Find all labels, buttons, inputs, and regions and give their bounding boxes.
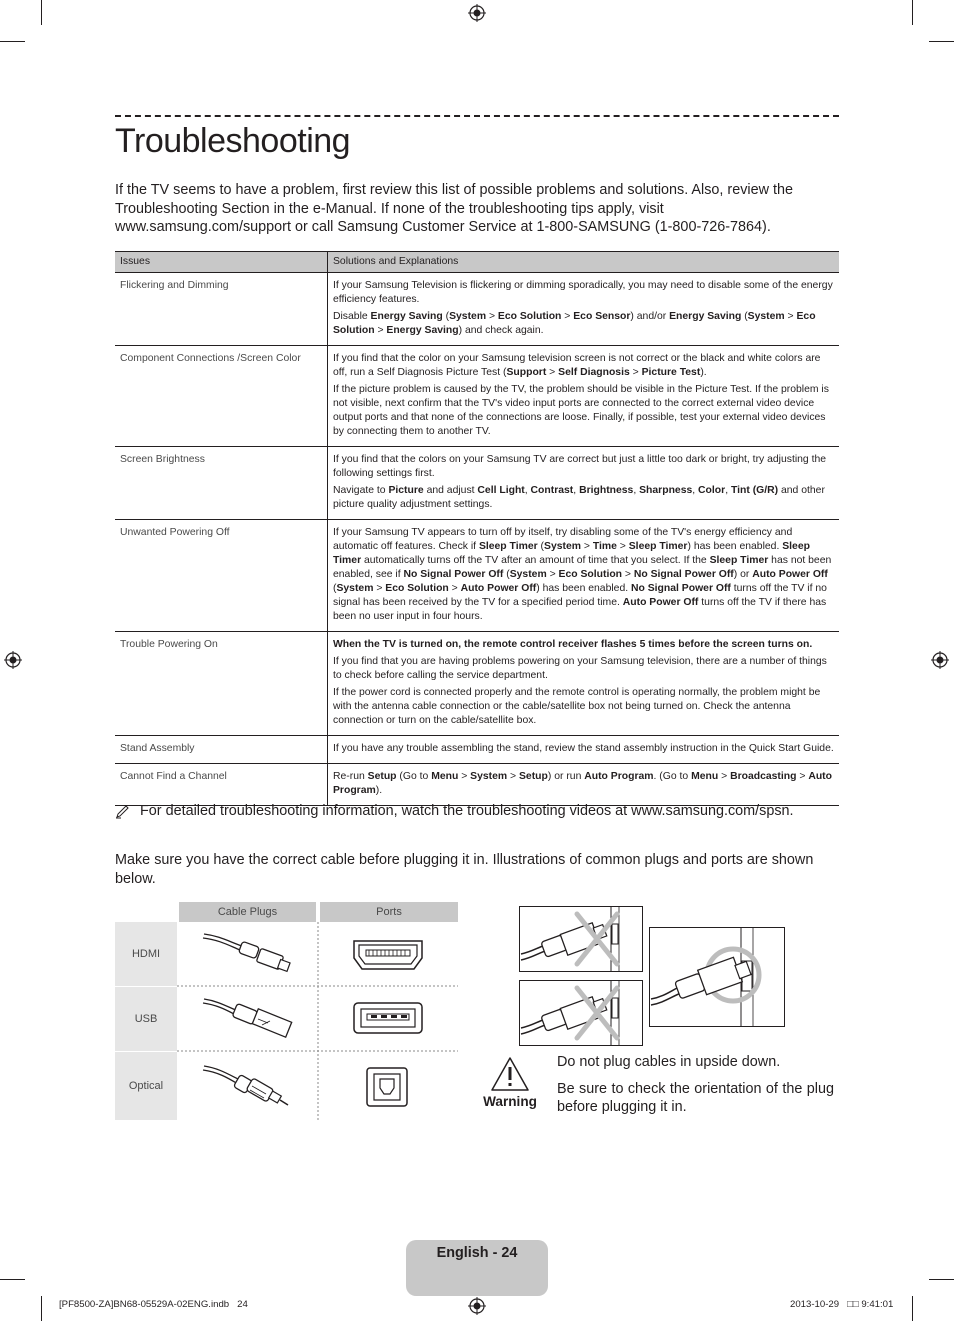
solution-text: > — [458, 771, 471, 782]
crop-mark — [0, 1279, 25, 1280]
solution-paragraph — [333, 655, 834, 683]
table-row — [115, 447, 839, 520]
optical-plug-icon — [200, 1062, 300, 1112]
troubleshooting-video-note — [115, 802, 839, 821]
wrong-orientation-illustration — [519, 906, 643, 972]
intro-paragraph: If the TV seems to have a problem, first review this list of possible problems and solutions. Also, review the Troubleshooting Section in the e-Manual. If none of the troubleshooting tips apply, visit www.samsung.com/support or call Samsung Customer Service at 1-800-SAMSUNG (1-800-726-7864). — [115, 182, 794, 235]
solution-text: ( — [503, 569, 510, 580]
solution-paragraph — [333, 638, 834, 652]
solution-text: ) and/or — [630, 311, 670, 322]
crop-mark — [41, 0, 42, 25]
solution-text: Disable — [333, 311, 371, 322]
solution-text: . (Go to — [653, 771, 692, 782]
solution-text: > — [507, 771, 519, 782]
solution-cell — [328, 273, 840, 346]
issue-cell: Flickering and Dimming — [115, 273, 328, 346]
issue-cell: Stand Assembly — [115, 736, 328, 764]
solution-text: > — [580, 541, 593, 552]
menu-path-term: System — [544, 541, 581, 552]
menu-path-term: Time — [592, 541, 617, 552]
menu-path-term: Color — [698, 485, 726, 496]
crop-mark — [41, 1296, 42, 1321]
page-title: Troubleshooting — [115, 122, 351, 160]
note-text: For detailed troubleshooting information, watch the troubleshooting videos at www.samsung.com/spsn. — [140, 803, 794, 819]
solution-text: ). — [700, 367, 707, 378]
solution-text: ). — [375, 785, 383, 796]
file-slug: [PF8500-ZA]BN68-05529A-02ENG.indb 24 — [59, 1299, 248, 1310]
usb-port-icon — [352, 1000, 424, 1036]
solution-text: > — [546, 367, 559, 378]
menu-path-term: Eco Solution — [497, 311, 562, 322]
solution-paragraph — [333, 526, 834, 624]
menu-path-term: Broadcasting — [730, 771, 797, 782]
crop-mark — [0, 41, 25, 42]
solution-text: If you find that the colors on your Samsung TV are correct but just a little too dark or bright, try adjusting the following settings first. — [333, 454, 827, 479]
solution-text: , — [692, 485, 699, 496]
menu-path-term: Sleep Timer — [333, 541, 810, 566]
hdmi-plug-icon — [200, 930, 300, 980]
solution-cell — [328, 736, 840, 764]
table-header-row — [115, 252, 839, 273]
menu-path-term: Sleep Timer — [628, 541, 688, 552]
row-label-hdmi: HDMI — [115, 922, 177, 986]
solution-text: If you have any trouble assembling the stand, review the stand assembly instruction in the Quick Start Guide. — [333, 743, 834, 754]
cable-instructions: Make sure you have the correct cable before plugging it in. Illustrations of common plugs and ports are shown below. — [115, 852, 814, 887]
solution-text: (Go to — [396, 771, 432, 782]
solution-text: If you find that the color on your Samsung television screen is not correct or the black and white colors are off, run a Self Diagnosis Picture Test ( — [333, 353, 821, 378]
solution-text: > — [784, 311, 797, 322]
menu-path-term: Support — [506, 367, 547, 378]
registration-mark-icon — [468, 4, 486, 22]
wrong-orientation-illustration — [519, 980, 643, 1046]
solution-cell — [328, 346, 840, 447]
issue-cell: Component Connections /Screen Color — [115, 346, 328, 447]
solution-text: turns off the TV if no signal has been received by the TV for a specified period time. — [333, 583, 827, 608]
solution-text: If your Samsung TV appears to turn off by itself, try disabling some of the TV's energy efficiency and automatic off features. Check if — [333, 527, 793, 552]
table-row — [115, 520, 839, 632]
menu-path-term: Sleep Timer — [478, 541, 538, 552]
menu-path-term: System — [336, 583, 374, 594]
menu-path-term: Auto Program — [333, 771, 832, 796]
menu-path-term: System — [509, 569, 547, 580]
menu-path-term: No Signal Power Off — [633, 569, 734, 580]
menu-path-term: Picture Test — [641, 367, 701, 378]
warning-label: Warning — [483, 1094, 537, 1109]
table-row — [115, 736, 839, 764]
page-number: English - 24 — [436, 1245, 518, 1261]
menu-path-term: Eco Sensor — [573, 311, 631, 322]
solution-text: ) has been enabled. — [687, 541, 783, 552]
menu-path-term: Self Diagnosis — [558, 367, 630, 378]
menu-path-term: Eco Solution — [385, 583, 449, 594]
solution-text: ) and check again. — [458, 325, 544, 336]
solution-text: > — [448, 583, 461, 594]
menu-path-term: When the TV is turned on, the remote control receiver flashes 5 times before the screen turns on. — [333, 639, 813, 650]
solution-text: > — [629, 367, 642, 378]
solution-text: > — [546, 569, 559, 580]
solution-text: > — [561, 311, 574, 322]
solution-text: > — [374, 325, 387, 336]
menu-path-term: Eco Solution — [558, 569, 623, 580]
registration-mark-icon — [931, 651, 949, 669]
solution-text: Navigate to — [333, 485, 389, 496]
solution-text: > — [718, 771, 731, 782]
issue-cell: Cannot Find a Channel — [115, 764, 328, 806]
solution-text: , — [524, 485, 531, 496]
table-row — [115, 346, 839, 447]
menu-path-term: Setup — [518, 771, 548, 782]
menu-path-term: Cell Light — [477, 485, 525, 496]
solution-text: If the picture problem is caused by the TV, the problem should be visible in the Picture Test. If the problem is not visible, next confirm that the TV's video input ports are connected to the correct external video device output ports and that none of the connections are loose. Finally, if possible, test your external video devices by connecting them to another TV. — [333, 384, 829, 437]
menu-path-term: System — [449, 311, 487, 322]
menu-path-term: No Signal Power Off — [631, 583, 731, 594]
solution-text: ( — [442, 311, 450, 322]
solution-text: ) or — [733, 569, 753, 580]
solution-text: turns off the TV if there has been no user input in four hours. — [333, 597, 827, 622]
menu-path-term: No Signal Power Off — [403, 569, 504, 580]
solution-text: , — [573, 485, 580, 496]
menu-path-term: Setup — [367, 771, 397, 782]
solution-text: > — [616, 541, 629, 552]
solution-text: , — [633, 485, 640, 496]
menu-path-term: Menu — [431, 771, 459, 782]
issue-cell: Screen Brightness — [115, 447, 328, 520]
correct-orientation-illustration — [649, 927, 785, 1027]
troubleshooting-table — [115, 251, 839, 806]
solution-paragraph — [333, 770, 834, 798]
menu-path-term: Brightness — [579, 485, 634, 496]
solution-text: ) has been enabled. — [536, 583, 631, 594]
solution-cell — [328, 447, 840, 520]
menu-path-term: Auto Power Off — [752, 569, 828, 580]
solution-paragraph — [333, 383, 834, 439]
solution-text: If your Samsung Television is flickering or dimming sporadically, you may need to disable some of the energy efficiency features. — [333, 280, 833, 305]
solution-text: , — [725, 485, 731, 496]
crop-mark — [912, 0, 913, 25]
issue-cell: Unwanted Powering Off — [115, 520, 328, 632]
solution-cell — [328, 520, 840, 632]
solution-text: > — [486, 311, 498, 322]
solution-text: > — [622, 569, 634, 580]
optical-port-icon — [365, 1066, 409, 1108]
table-row — [115, 273, 839, 346]
menu-path-term: System — [747, 311, 785, 322]
solution-text: Re-run — [333, 771, 368, 782]
solution-text: ( — [333, 583, 337, 594]
solution-text: automatically turns off the TV after an amount of time that you select. If the — [361, 555, 710, 566]
solution-cell — [328, 632, 840, 736]
menu-path-term: Menu — [691, 771, 719, 782]
solution-text: and other picture quality adjustment settings. — [333, 485, 825, 510]
menu-path-term: Eco Solution — [333, 311, 816, 336]
solution-text: > — [796, 771, 809, 782]
solution-text: and adjust — [423, 485, 478, 496]
issues-header: Issues — [115, 252, 328, 273]
solution-text: If the power cord is connected properly and the remote control is operating normally, the problem might be with the antenna cable connection or the cable/satellite box not being turned on. Check the antenna connection or turn on the cable/satellite box. — [333, 687, 821, 726]
menu-path-term: Picture — [388, 485, 424, 496]
crop-mark — [912, 1296, 913, 1321]
solution-paragraph — [333, 352, 834, 380]
table-row — [115, 764, 839, 806]
solution-text: ( — [741, 311, 748, 322]
troubleshooting-table-body — [115, 273, 839, 806]
menu-path-term: Sleep Timer — [709, 555, 769, 566]
menu-path-term: Auto Power Off — [460, 583, 537, 594]
print-timestamp: 2013-10-29 □□ 9:41:01 — [790, 1299, 894, 1310]
menu-path-term: Energy Saving — [370, 311, 443, 322]
crop-mark — [929, 1279, 954, 1280]
issue-cell: Trouble Powering On — [115, 632, 328, 736]
menu-path-term: Sharpness — [639, 485, 693, 496]
registration-mark-icon — [4, 651, 22, 669]
menu-path-term: Auto Program — [584, 771, 654, 782]
menu-path-term: Auto Power Off — [622, 597, 699, 608]
solution-cell — [328, 764, 840, 806]
solution-text: has not been enabled, see if — [333, 555, 832, 580]
solution-text: > — [373, 583, 386, 594]
menu-path-term: Tint (G/R) — [730, 485, 779, 496]
solution-paragraph — [333, 310, 834, 338]
solution-text: ) or run — [547, 771, 585, 782]
solution-paragraph — [333, 279, 834, 307]
menu-path-term: Energy Saving — [386, 325, 459, 336]
solution-paragraph — [333, 453, 834, 481]
solution-text: If you find that you are having problems powering on your Samsung television, there are a number of things to check before calling the service department. — [333, 656, 827, 681]
solution-paragraph — [333, 742, 834, 756]
solutions-header: Solutions and Explanations — [328, 252, 840, 273]
warning-line-1: Do not plug cables in upside down. — [557, 1054, 781, 1070]
solution-paragraph — [333, 484, 834, 512]
menu-path-term: System — [470, 771, 508, 782]
registration-mark-icon — [468, 1297, 486, 1315]
usb-plug-icon — [200, 995, 300, 1045]
menu-path-term: Energy Saving — [669, 311, 742, 322]
solution-paragraph — [333, 686, 834, 728]
title-dashed-rule — [115, 115, 839, 117]
ports-header: Ports — [320, 902, 458, 922]
crop-mark — [929, 41, 954, 42]
warning-triangle-icon — [490, 1056, 530, 1092]
cable-plugs-header: Cable Plugs — [179, 902, 316, 922]
row-label-usb: USB — [115, 987, 177, 1051]
warning-line-2: Be sure to check the orientation of the plug before plugging it in. — [557, 1081, 834, 1115]
table-row — [115, 632, 839, 736]
solution-text: ( — [537, 541, 545, 552]
hdmi-port-icon — [352, 938, 424, 972]
row-label-optical: Optical — [115, 1052, 177, 1120]
menu-path-term: Contrast — [530, 485, 574, 496]
pencil-note-icon — [115, 805, 131, 819]
plug-port-table — [115, 902, 458, 1120]
